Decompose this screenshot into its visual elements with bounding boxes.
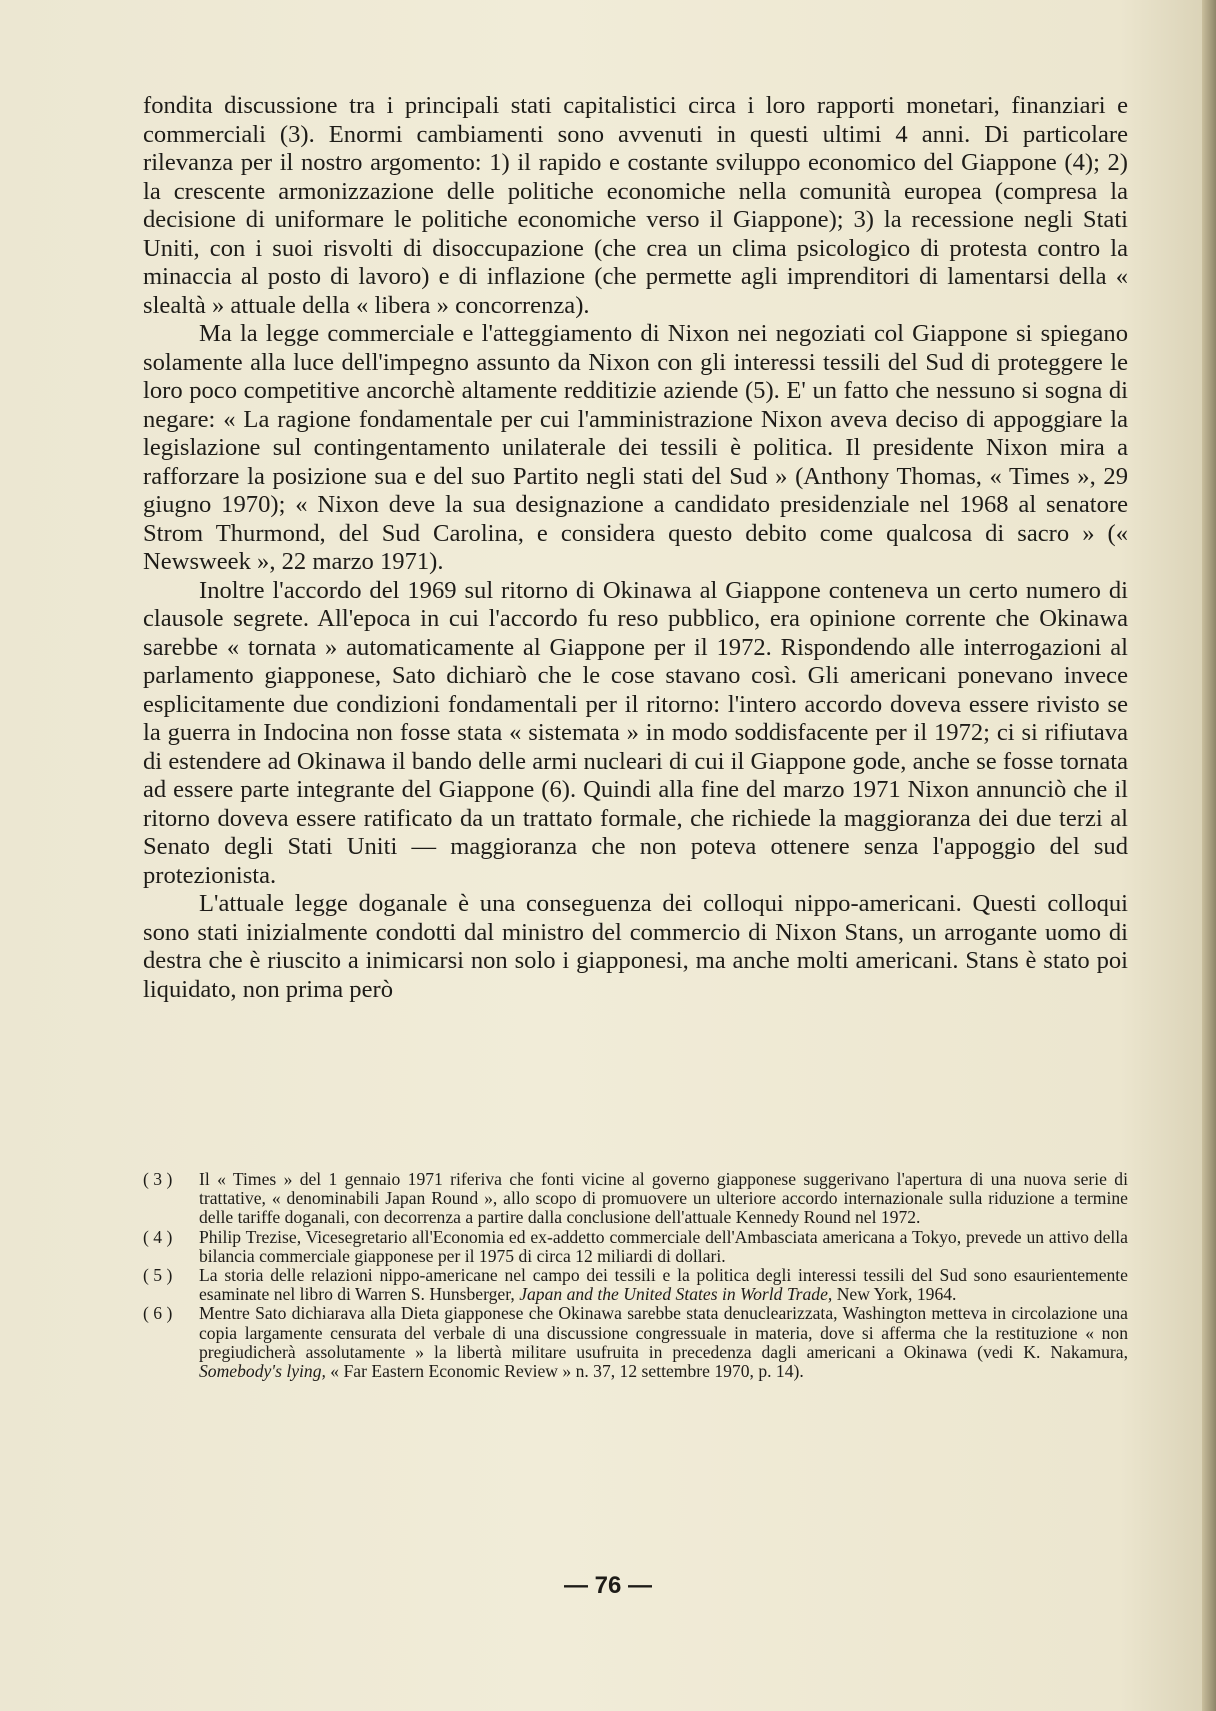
footnote-number: ( 6 ) bbox=[143, 1303, 173, 1324]
footnote-4 bbox=[143, 1228, 1128, 1266]
footnote-text: Il « Times » del 1 gennaio 1971 riferiva che fonti vicine al governo giapponese suggerivano l'apertura di una nuova serie di trattative, « denominabili Japan Round », allo scopo di promuovere un ulteriore accordo internazionale sulla riduzione a termine delle tariffe doganali, con decorrenza a partire dalla conclusione dell'attuale Kennedy Round nel 1972. bbox=[199, 1169, 1128, 1228]
paragraph-3: Inoltre l'accordo del 1969 sul ritorno di Okinawa al Giappone conteneva un certo numero di clausole segrete. All'epoca in cui l'accordo fu reso pubblico, era opinione corrente che Okinawa sarebbe « tornata » automaticamente al Giappone per il 1972. Rispondendo alle interrogazioni al parlamento giapponese, Sato dichiarò che le cose stavano così. Gli americani ponevano invece esplicitamente due condizioni fondamentali per il ritorno: l'intero accordo doveva essere rivisto se la guerra in Indocina non fosse stata « sistemata » in modo soddisfacente per il 1972; ci si rifiutava di estendere ad Okinawa il bando delle armi nucleari di cui il Giappone gode, anche se fosse tornata ad essere parte integrante del Giappone (6). Quindi alla fine del marzo 1971 Nixon annunciò che il ritorno doveva essere ratificato da un trattato formale, che richiede la maggioranza dei due terzi al Senato degli Stati Uniti — maggioranza che non poteva ottenere senza l'appoggio del sud protezionista. bbox=[143, 576, 1128, 889]
footnote-text-part: La storia delle relazioni nippo-americane nel campo dei tessili e la politica degli interessi tessili del Sud sono esaurientemente esaminate nel libro di Warren S. Hunsberger, bbox=[199, 1265, 1128, 1305]
footnote-text: Philip Trezise, Vicesegretario all'Economia ed ex-addetto commerciale dell'Ambasciata americana a Tokyo, prevede un attivo della bilancia commerciale giapponese per il 1975 di circa 12 miliardi di dollari. bbox=[199, 1226, 1128, 1266]
footnote-5 bbox=[143, 1266, 1128, 1304]
paragraph-2: Ma la legge commerciale e l'atteggiamento di Nixon nei negoziati col Giappone si spiegano solamente alla luce dell'impegno assunto da Nixon con gli interessi tessili del Sud di proteggere le loro poco competitive ancorchè altamente redditizie aziende (5). E' un fatto che nessuno si sogna di negare: « La ragione fondamentale per cui l'amministrazione Nixon aveva deciso di appoggiare la legislazione sul contingentamento unilaterale dei tessili è politica. Il presidente Nixon mira a rafforzare la posizione sua e del suo Partito negli stati del Sud » (Anthony Thomas, « Times », 29 giugno 1970); « Nixon deve la sua designazione a candidato presidenziale nel 1968 al senatore Strom Thurmond, del Sud Carolina, e considera questo debito come qualcosa di sacro » (« Newsweek », 22 marzo 1971). bbox=[143, 320, 1128, 575]
footnote-6 bbox=[143, 1304, 1128, 1381]
footnote-text bbox=[199, 1266, 1128, 1304]
footnote-3 bbox=[143, 1170, 1128, 1228]
article-title: Somebody's lying, bbox=[199, 1361, 326, 1382]
footnote-number: ( 3 ) bbox=[143, 1169, 173, 1189]
paragraph-1: fondita discussione tra i principali stati capitalistici circa i loro rapporti monetari, finanziari e commerciali (3). Enormi cambiamenti sono avvenuti in questi ultimi 4 anni. Di particolare rilevanza per il nostro argomento: 1) il rapido e costante sviluppo economico del Giappone (4); 2) la crescente armonizzazione delle politiche economiche nella comunità europea (compresa la decisione di uniformare le politiche economiche verso il Giappone); 3) la recessione negli Stati Uniti, con i suoi risvolti di disoccupazione (che crea un clima psicologico di protesta contro la minaccia al posto di lavoro) e di inflazione (che permette agli imprenditori di lamentarsi della « slealtà » attuale della « libera » concorrenza). bbox=[143, 92, 1128, 319]
footnote-number: ( 4 ) bbox=[143, 1226, 173, 1247]
paragraph-4: L'attuale legge doganale è una conseguenza dei colloqui nippo-americani. Questi colloqui sono stati inizialmente condotti dal ministro del commercio di Nixon Stans, un arrogante uomo di destra che è riuscito a inimicarsi non solo i giapponesi, ma anche molti americani. Stans è stato poi liquidato, non prima però bbox=[143, 890, 1128, 1003]
footnote-number: ( 5 ) bbox=[143, 1265, 173, 1286]
book-title: Japan and the United States in World Trade, bbox=[519, 1284, 833, 1305]
footnote-text-part: « Far Eastern Economic Review » n. 37, 12 settembre 1970, p. 14). bbox=[325, 1361, 804, 1382]
footnote-text bbox=[199, 1304, 1128, 1381]
page-number: — 76 — bbox=[563, 1572, 653, 1599]
footnote-text-part: Mentre Sato dichiarava alla Dieta giapponese che Okinawa sarebbe stata denuclearizzata, Washington metteva in circolazione una copia largamente censurata del verbale di una discussione congressuale in materia, dove si afferma che la restituzione « non pregiudicherà assolutamente » la libertà militare usufruita in precedenza dagli americani a Okinawa (vedi K. Nakamura, bbox=[199, 1303, 1128, 1362]
footnote-text-part: New York, 1964. bbox=[832, 1284, 957, 1305]
footnotes bbox=[143, 1170, 1128, 1381]
page-edge bbox=[1202, 0, 1216, 1711]
main-text bbox=[143, 92, 1128, 1004]
